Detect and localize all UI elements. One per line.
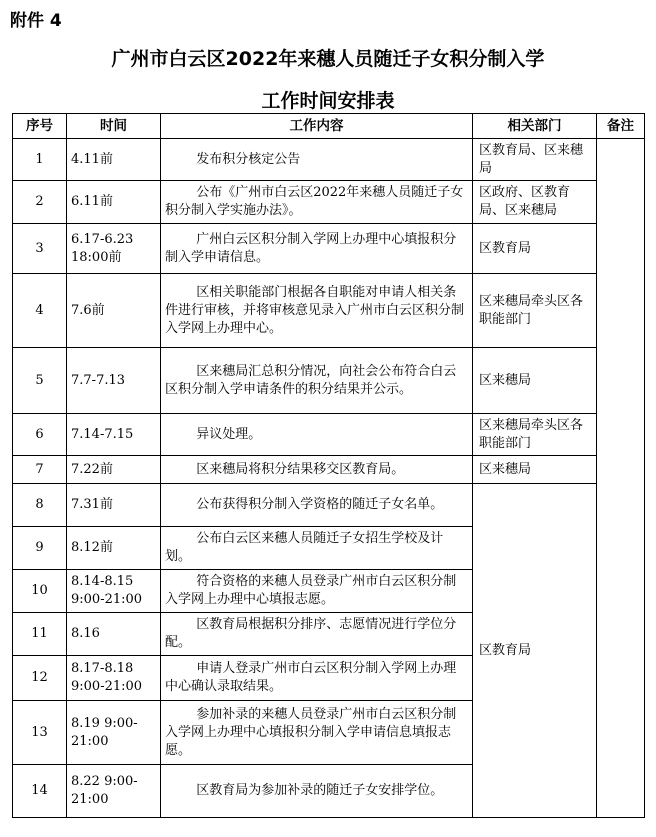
row-content: 公布获得积分制入学资格的随迁子女名单。 [161,484,473,527]
row-time: 6.11前 [67,181,161,224]
table-row [13,181,645,224]
row-department: 区教育局 [473,224,597,274]
schedule-table [12,113,645,818]
row-time: 7.14-7.15 [67,414,161,456]
row-no: 11 [13,613,67,656]
row-no: 8 [13,484,67,527]
row-time: 8.17-8.18 9:00-21:00 [67,656,161,701]
row-content: 符合资格的来穗人员登录广州市白云区积分制入学网上办理中心填报志愿。 [161,570,473,613]
row-content: 参加补录的来穗人员登录广州市白云区积分制入学网上办理中心填报积分制入学申请信息填报志愿。 [161,701,473,765]
table-row [13,224,645,274]
row-no: 7 [13,456,67,484]
table-row [13,484,645,527]
row-department-merged: 区教育局 [473,484,597,818]
header-remarks: 备注 [597,114,645,139]
row-no: 4 [13,274,67,348]
row-department: 区政府、区教育局、区来穗局 [473,181,597,224]
row-content: 区来穗局汇总积分情况，向社会公布符合白云区积分制入学申请条件的积分结果并公示。 [161,348,473,414]
row-time: 8.19 9:00-21:00 [67,701,161,765]
row-department: 区教育局、区来穗局 [473,139,597,181]
row-time: 8.16 [67,613,161,656]
row-no: 3 [13,224,67,274]
table-row [13,274,645,348]
document-subtitle: 工作时间安排表 [261,90,395,112]
header-time: 时间 [67,114,161,139]
table-header-row [13,114,645,139]
row-content: 申请人登录广州市白云区积分制入学网上办理中心确认录取结果。 [161,656,473,701]
row-content: 区教育局为参加补录的随迁子女安排学位。 [161,765,473,818]
row-department: 区来穗局 [473,348,597,414]
row-content: 公布白云区来穗人员随迁子女招生学校及计划。 [161,527,473,570]
row-content: 区来穗局将积分结果移交区教育局。 [161,456,473,484]
row-no: 1 [13,139,67,181]
row-time: 7.31前 [67,484,161,527]
row-no: 10 [13,570,67,613]
row-content: 异议处理。 [161,414,473,456]
document-title: 广州市白云区2022年来穗人员随迁子女积分制入学 [111,48,545,70]
header-no: 序号 [13,114,67,139]
table-row [13,456,645,484]
attachment-label: 附件 4 [10,11,62,31]
row-content: 区教育局根据积分排序、志愿情况进行学位分配。 [161,613,473,656]
row-no: 14 [13,765,67,818]
row-no: 13 [13,701,67,765]
row-time: 8.22 9:00-21:00 [67,765,161,818]
row-time: 8.12前 [67,527,161,570]
row-no: 2 [13,181,67,224]
row-department: 区来穗局牵头区各职能部门 [473,414,597,456]
row-no: 6 [13,414,67,456]
row-no: 9 [13,527,67,570]
row-content: 公布《广州市白云区2022年来穗人员随迁子女积分制入学实施办法》。 [161,181,473,224]
table-row [13,139,645,181]
row-time: 6.17-6.23 18:00前 [67,224,161,274]
row-department: 区来穗局 [473,456,597,484]
row-content: 广州白云区积分制入学网上办理中心填报积分制入学申请信息。 [161,224,473,274]
row-content: 发布积分核定公告 [161,139,473,181]
remarks-cell [597,139,645,818]
table-row [13,348,645,414]
table-row [13,414,645,456]
row-department: 区来穗局牵头区各职能部门 [473,274,597,348]
row-time: 4.11前 [67,139,161,181]
row-time: 7.22前 [67,456,161,484]
row-no: 5 [13,348,67,414]
header-content: 工作内容 [161,114,473,139]
row-time: 7.6前 [67,274,161,348]
row-time: 7.7-7.13 [67,348,161,414]
row-content: 区相关职能部门根据各自职能对申请人相关条件进行审核，并将审核意见录入广州市白云区积分制入学网上办理中心。 [161,274,473,348]
header-department: 相关部门 [473,114,597,139]
row-no: 12 [13,656,67,701]
row-time: 8.14-8.15 9:00-21:00 [67,570,161,613]
